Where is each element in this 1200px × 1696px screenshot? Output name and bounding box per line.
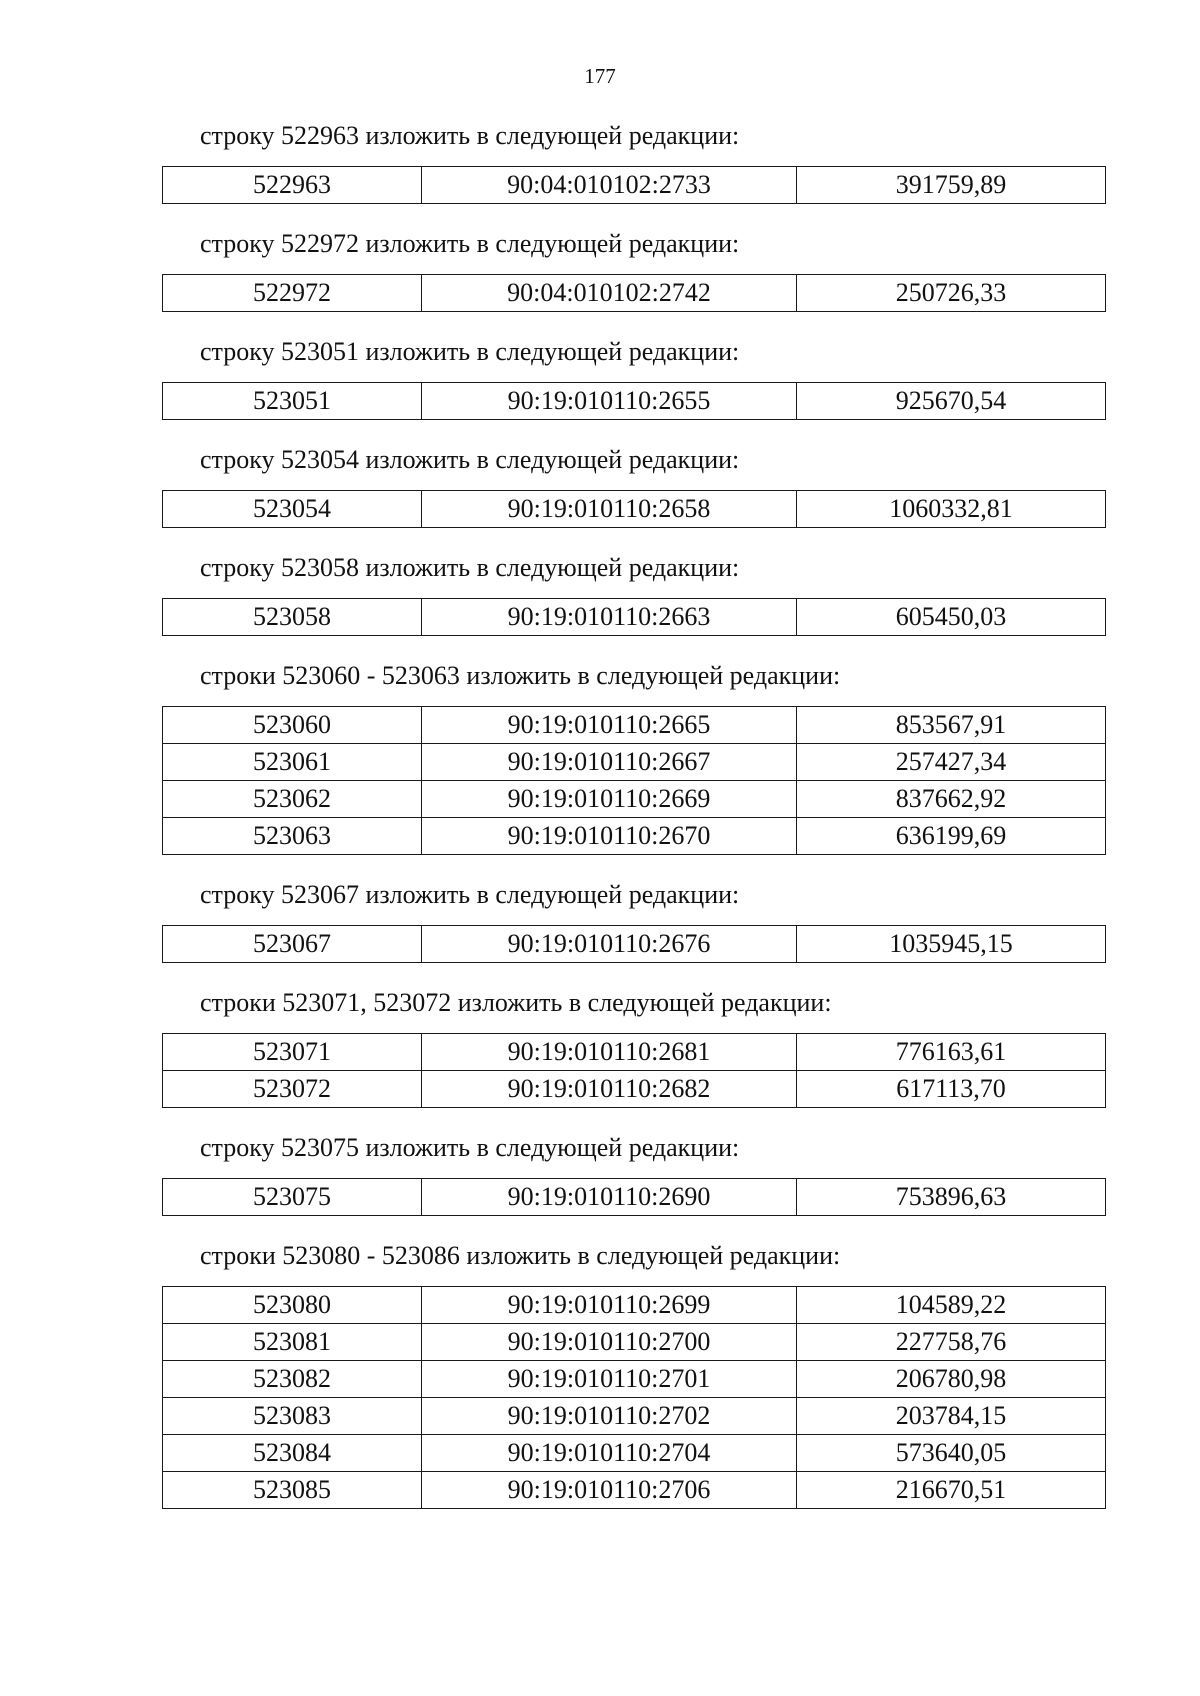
- row-number-cell: 523063: [163, 818, 422, 855]
- cadastral-number-cell: 90:19:010110:2699: [422, 1287, 797, 1324]
- amendment-block: [162, 444, 1102, 528]
- cadastral-number-cell: 90:19:010110:2706: [422, 1472, 797, 1509]
- amendment-block: [162, 120, 1102, 204]
- amendment-table: [162, 274, 1106, 312]
- row-number-cell: 523058: [163, 599, 422, 636]
- table-row: [163, 1071, 1106, 1108]
- table-row: [163, 491, 1106, 528]
- cadastral-number-cell: 90:19:010110:2669: [422, 781, 797, 818]
- table-row: [163, 1361, 1106, 1398]
- table-row: [163, 1398, 1106, 1435]
- amendment-block: [162, 987, 1102, 1108]
- amendment-instruction: строку 523075 изложить в следующей редакции:: [200, 1133, 740, 1162]
- amendment-block: [162, 1132, 1102, 1216]
- amendment-instruction: строку 523051 изложить в следующей редакции:: [200, 337, 740, 366]
- table-row: [163, 383, 1106, 420]
- amendment-block: [162, 660, 1102, 855]
- amendment-table: [162, 490, 1106, 528]
- cadastral-value-cell: 104589,22: [797, 1287, 1106, 1324]
- amendment-table: [162, 1178, 1106, 1216]
- cadastral-value-cell: 753896,63: [797, 1179, 1106, 1216]
- cadastral-value-cell: 925670,54: [797, 383, 1106, 420]
- amendment-instruction: строку 522963 изложить в следующей редакции:: [200, 121, 740, 150]
- row-number-cell: 523085: [163, 1472, 422, 1509]
- table-row: [163, 707, 1106, 744]
- cadastral-number-cell: 90:19:010110:2704: [422, 1435, 797, 1472]
- cadastral-value-cell: 573640,05: [797, 1435, 1106, 1472]
- cadastral-number-cell: 90:19:010110:2702: [422, 1398, 797, 1435]
- amendment-block: [162, 336, 1102, 420]
- cadastral-number-cell: 90:19:010110:2658: [422, 491, 797, 528]
- cadastral-number-cell: 90:19:010110:2676: [422, 926, 797, 963]
- cadastral-value-cell: 776163,61: [797, 1034, 1106, 1071]
- cadastral-number-cell: 90:19:010110:2665: [422, 707, 797, 744]
- cadastral-number-cell: 90:19:010110:2682: [422, 1071, 797, 1108]
- amendment-table: [162, 382, 1106, 420]
- cadastral-value-cell: 391759,89: [797, 167, 1106, 204]
- cadastral-number-cell: 90:19:010110:2700: [422, 1324, 797, 1361]
- table-row: [163, 275, 1106, 312]
- row-number-cell: 522963: [163, 167, 422, 204]
- cadastral-value-cell: 1035945,15: [797, 926, 1106, 963]
- row-number-cell: 523081: [163, 1324, 422, 1361]
- amendment-instruction: строки 523080 - 523086 изложить в следующей редакции:: [200, 1241, 841, 1270]
- row-number-cell: 523062: [163, 781, 422, 818]
- table-row: [163, 1472, 1106, 1509]
- cadastral-value-cell: 1060332,81: [797, 491, 1106, 528]
- row-number-cell: 523060: [163, 707, 422, 744]
- table-row: [163, 167, 1106, 204]
- row-number-cell: 523051: [163, 383, 422, 420]
- amendment-block: [162, 879, 1102, 963]
- amendment-instruction: строки 523060 - 523063 изложить в следующей редакции:: [200, 661, 841, 690]
- row-number-cell: 523083: [163, 1398, 422, 1435]
- row-number-cell: 523067: [163, 926, 422, 963]
- table-row: [163, 781, 1106, 818]
- cadastral-value-cell: 837662,92: [797, 781, 1106, 818]
- amendment-instruction: строку 523054 изложить в следующей редакции:: [200, 445, 740, 474]
- amendment-block: [162, 552, 1102, 636]
- page-number: 177: [584, 64, 616, 88]
- row-number-cell: 523071: [163, 1034, 422, 1071]
- row-number-cell: 523061: [163, 744, 422, 781]
- cadastral-value-cell: 216670,51: [797, 1472, 1106, 1509]
- amendment-table: [162, 706, 1106, 855]
- amendment-block: [162, 228, 1102, 312]
- cadastral-value-cell: 250726,33: [797, 275, 1106, 312]
- cadastral-number-cell: 90:19:010110:2701: [422, 1361, 797, 1398]
- table-row: [163, 1034, 1106, 1071]
- amendment-block: [162, 1240, 1102, 1509]
- cadastral-value-cell: 206780,98: [797, 1361, 1106, 1398]
- amendment-instruction: строку 523058 изложить в следующей редакции:: [200, 553, 740, 582]
- cadastral-number-cell: 90:19:010110:2681: [422, 1034, 797, 1071]
- row-number-cell: 523084: [163, 1435, 422, 1472]
- cadastral-value-cell: 227758,76: [797, 1324, 1106, 1361]
- cadastral-value-cell: 605450,03: [797, 599, 1106, 636]
- table-row: [163, 744, 1106, 781]
- row-number-cell: 523075: [163, 1179, 422, 1216]
- amendment-table: [162, 1286, 1106, 1509]
- cadastral-number-cell: 90:19:010110:2655: [422, 383, 797, 420]
- cadastral-number-cell: 90:04:010102:2742: [422, 275, 797, 312]
- cadastral-number-cell: 90:04:010102:2733: [422, 167, 797, 204]
- table-row: [163, 1324, 1106, 1361]
- cadastral-value-cell: 853567,91: [797, 707, 1106, 744]
- amendment-instruction: строки 523071, 523072 изложить в следующей редакции:: [200, 988, 832, 1017]
- table-row: [163, 1287, 1106, 1324]
- row-number-cell: 523054: [163, 491, 422, 528]
- cadastral-number-cell: 90:19:010110:2670: [422, 818, 797, 855]
- cadastral-value-cell: 203784,15: [797, 1398, 1106, 1435]
- amendment-table: [162, 1033, 1106, 1108]
- table-row: [163, 818, 1106, 855]
- amendment-table: [162, 166, 1106, 204]
- cadastral-value-cell: 636199,69: [797, 818, 1106, 855]
- cadastral-number-cell: 90:19:010110:2667: [422, 744, 797, 781]
- row-number-cell: 522972: [163, 275, 422, 312]
- table-row: [163, 599, 1106, 636]
- cadastral-value-cell: 617113,70: [797, 1071, 1106, 1108]
- table-row: [163, 1435, 1106, 1472]
- amendment-table: [162, 925, 1106, 963]
- amendment-instruction: строку 522972 изложить в следующей редакции:: [200, 229, 740, 258]
- cadastral-number-cell: 90:19:010110:2690: [422, 1179, 797, 1216]
- cadastral-number-cell: 90:19:010110:2663: [422, 599, 797, 636]
- table-row: [163, 926, 1106, 963]
- row-number-cell: 523082: [163, 1361, 422, 1398]
- row-number-cell: 523080: [163, 1287, 422, 1324]
- row-number-cell: 523072: [163, 1071, 422, 1108]
- document-body: [162, 120, 1102, 1533]
- amendment-table: [162, 598, 1106, 636]
- amendment-instruction: строку 523067 изложить в следующей редакции:: [200, 880, 740, 909]
- table-row: [163, 1179, 1106, 1216]
- cadastral-value-cell: 257427,34: [797, 744, 1106, 781]
